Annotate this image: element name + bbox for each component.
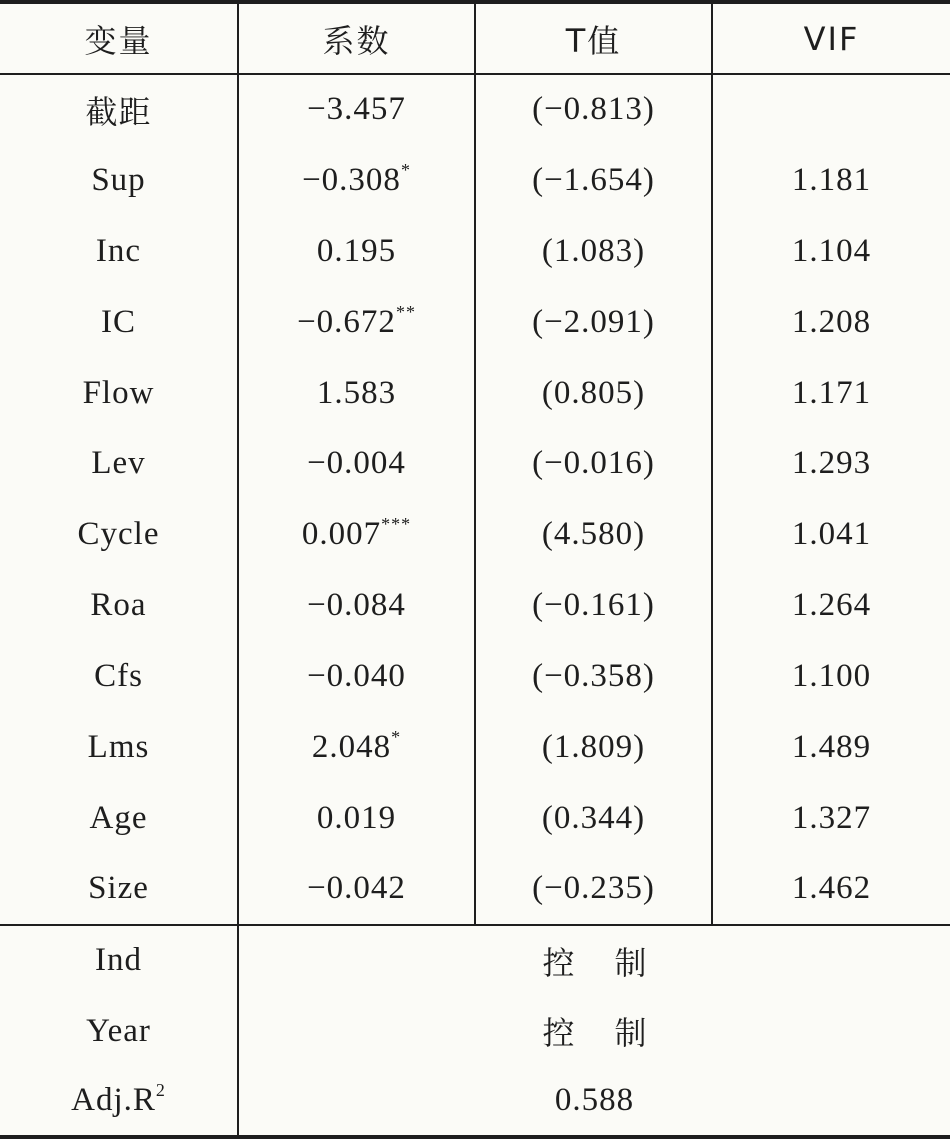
t-cell: (0.344) xyxy=(475,783,712,854)
table-row xyxy=(0,641,950,712)
coef-value: 0.019 xyxy=(316,799,397,836)
t-cell: (1.083) xyxy=(475,216,712,287)
vif-cell: 1.462 xyxy=(712,854,950,925)
coef-cell xyxy=(238,854,475,925)
coef-cell xyxy=(238,74,475,145)
adj-r2-value: 0.588 xyxy=(238,1066,950,1137)
variable-cell: Lms xyxy=(0,712,238,783)
variable-cell: Lev xyxy=(0,428,238,499)
significance-stars: * xyxy=(400,159,411,180)
t-cell: (−1.654) xyxy=(475,145,712,216)
significance-stars: * xyxy=(391,726,402,747)
t-cell: (0.805) xyxy=(475,358,712,429)
control-value: 控制 xyxy=(542,1014,687,1053)
coef-cell xyxy=(238,712,475,783)
vif-cell: 1.181 xyxy=(791,161,872,198)
significance-stars: *** xyxy=(381,514,412,535)
t-cell: (1.809) xyxy=(475,712,712,783)
table-row xyxy=(0,287,950,358)
coef-value: −0.004 xyxy=(307,445,406,482)
coef-value: −0.042 xyxy=(307,870,406,907)
coef-value: −0.308 xyxy=(302,161,401,198)
coef-cell xyxy=(238,287,475,358)
variable-cell: Ind xyxy=(0,925,238,996)
table-row xyxy=(0,145,950,216)
table-row xyxy=(0,570,950,641)
vif-cell: 1.104 xyxy=(791,232,872,269)
adj-r-label: Adj.R xyxy=(71,1082,156,1119)
variable-cell: Year xyxy=(0,996,238,1067)
variable-cell: 截距 xyxy=(0,74,238,145)
variable-cell: Cycle xyxy=(0,499,238,570)
coef-value: 1.583 xyxy=(316,374,397,411)
coef-value: −0.672 xyxy=(297,303,396,340)
coef-cell xyxy=(238,499,475,570)
variable-cell: Inc xyxy=(0,216,238,287)
vif-cell xyxy=(712,74,950,145)
coef-cell xyxy=(238,358,475,429)
variable-cell: Age xyxy=(0,783,238,854)
t-cell: (−2.091) xyxy=(475,287,712,358)
t-cell: (−0.235) xyxy=(475,854,712,925)
variable-cell: Sup xyxy=(0,145,238,216)
t-cell: (−0.358) xyxy=(475,641,712,712)
header-variable: 变量 xyxy=(0,2,238,74)
table-row xyxy=(0,216,950,287)
table-row xyxy=(0,783,950,854)
vif-cell: 1.489 xyxy=(791,728,872,765)
vif-cell: 1.208 xyxy=(791,303,872,340)
control-row-industry xyxy=(0,925,950,996)
vif-cell: 1.041 xyxy=(791,516,872,553)
table-row xyxy=(0,499,950,570)
vif-cell: 1.264 xyxy=(791,587,872,624)
coef-cell xyxy=(238,216,475,287)
variable-cell: Size xyxy=(0,854,238,925)
coef-value: −0.040 xyxy=(307,658,406,695)
adj-r2-row xyxy=(0,1066,950,1137)
variable-cell: IC xyxy=(0,287,238,358)
header-t-value: T值 xyxy=(475,2,712,74)
table-row xyxy=(0,358,950,429)
control-value: 控制 xyxy=(542,943,687,982)
vif-cell: 1.100 xyxy=(791,658,872,695)
coef-value: 0.007 xyxy=(301,516,382,553)
variable-cell xyxy=(0,1066,238,1137)
variable-cell: Roa xyxy=(0,570,238,641)
coef-value: 0.195 xyxy=(316,232,397,269)
coef-value: 2.048 xyxy=(311,728,392,765)
control-row-year xyxy=(0,996,950,1067)
coef-cell xyxy=(238,570,475,641)
t-cell: (−0.813) xyxy=(475,74,712,145)
vif-cell: 1.171 xyxy=(791,374,872,411)
t-cell: (4.580) xyxy=(475,499,712,570)
header-row xyxy=(0,2,950,74)
variable-cell: Cfs xyxy=(0,641,238,712)
significance-stars: ** xyxy=(395,301,416,322)
coef-cell xyxy=(238,428,475,499)
header-vif: VIF xyxy=(712,2,950,74)
table-row xyxy=(0,712,950,783)
table-row xyxy=(0,428,950,499)
coef-value: −3.457 xyxy=(307,91,406,128)
header-coefficient: 系数 xyxy=(238,2,475,74)
variable-cell: Flow xyxy=(0,358,238,429)
coef-cell xyxy=(238,783,475,854)
vif-cell: 1.327 xyxy=(791,799,872,836)
vif-cell: 1.293 xyxy=(791,445,872,482)
table-row xyxy=(0,74,950,145)
coef-cell xyxy=(238,641,475,712)
superscript-two: 2 xyxy=(155,1080,166,1101)
coef-value: −0.084 xyxy=(307,587,406,624)
coef-cell xyxy=(238,145,475,216)
table-row xyxy=(0,854,950,925)
t-cell: (−0.161) xyxy=(475,570,712,641)
t-cell: (−0.016) xyxy=(475,428,712,499)
